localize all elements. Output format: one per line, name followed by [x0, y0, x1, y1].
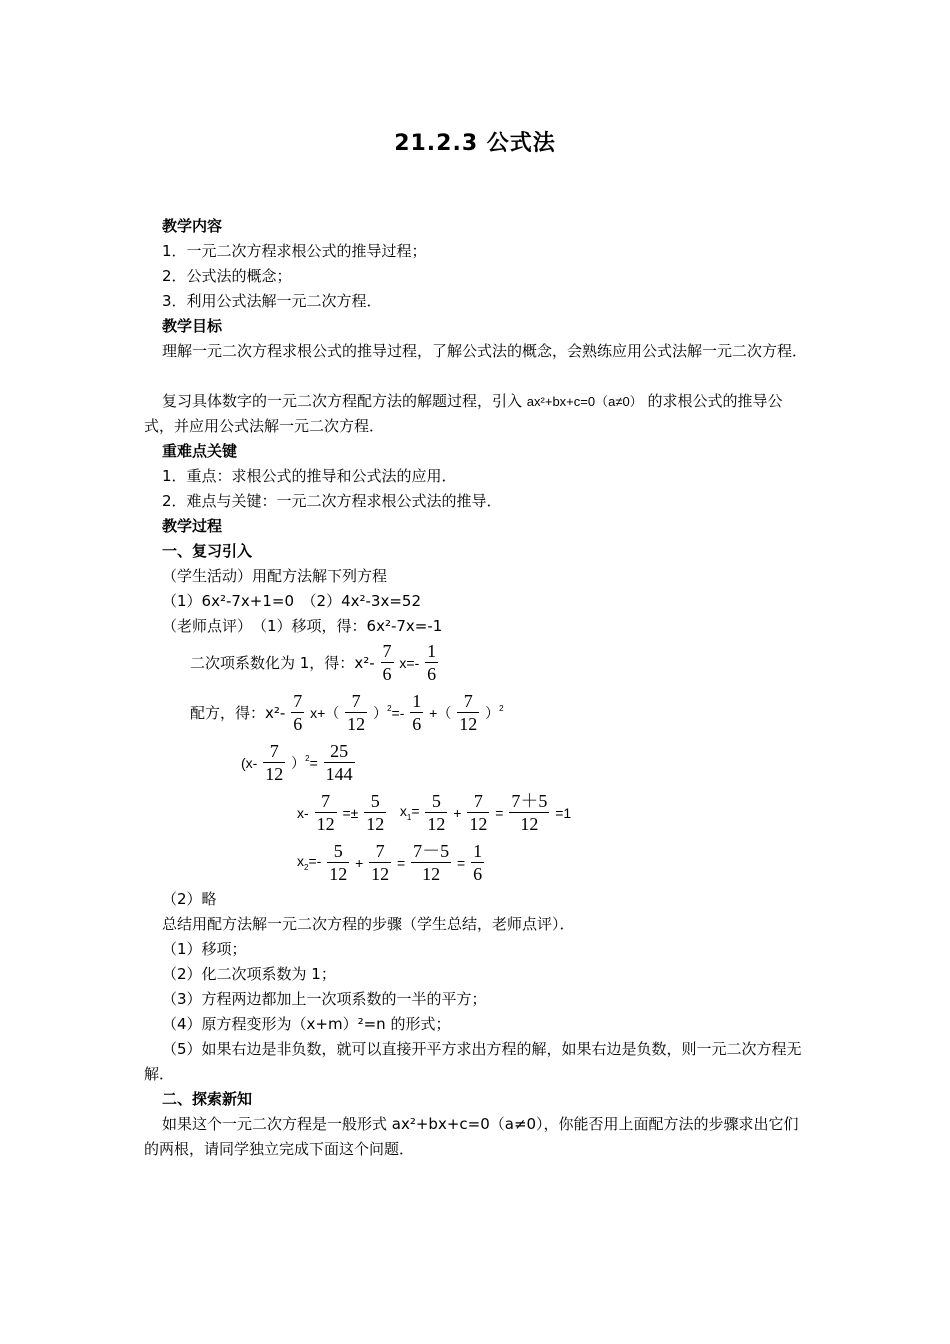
step-item-5: （5）如果右边是非负数，就可以直接开平方求出方程的解，如果右边是负数，则一元二次方程无解． [144, 1040, 802, 1083]
review-line: （老师点评） （1）移项，得：6x²-7x=-1 [162, 617, 443, 635]
section-heading: 一、复习引入 [162, 542, 253, 560]
goal-paragraph-1: 理解一元二次方程求根公式的推导过程，了解公式法的概念，会熟练应用公式法解一元二次方程． [162, 342, 808, 360]
content-item: 2．公式法的概念； [162, 267, 292, 285]
key-item: 2．难点与关键：一元二次方程求根公式法的推导． [162, 492, 502, 510]
goal-paragraph-2: 复习具体数字的一元二次方程配方法的解题过程，引入 ax²+bx+c=0（a≠0） 的求根公式的推导公式，并应用公式法解一元二次方程． [144, 392, 783, 435]
step-item: （3）方程两边都加上一次项系数的一半的平方； [162, 990, 487, 1008]
step-item: （4）原方程变形为（x+m）²=n 的形式； [162, 1015, 451, 1033]
activity-text: （学生活动）用配方法解下列方程 [162, 567, 388, 585]
key-heading: 重难点关键 [162, 442, 238, 460]
page-title: 21.2.3 公式法 [394, 131, 556, 156]
new-knowledge-paragraph: 如果这个一元二次方程是一般形式 ax²+bx+c=0（a≠0），你能否用上面配方法的步骤求出它们的两根，请同学独立完成下面这个问题． [144, 1115, 799, 1158]
equation-step-1: 二次项系数化为 1，得：x²- $\frac{7}{6}$ x=- $\frac{1}{6}$ [190, 641, 437, 684]
equation-step-3: (x- $\frac{7}{12}$ ）$^2$= $\frac{25}{144}$ [241, 741, 353, 784]
equation-step-2: 配方，得：x²- $\frac{7}{6}$ x+（ $\frac{7}{12}$ ）$^2$=- $\frac{1}{6}$ +（ $\frac{7}{12}$ ）$^2$ [190, 691, 504, 734]
step-item: （2）化二次项系数为 1； [162, 965, 336, 983]
process-heading: 教学过程 [162, 517, 223, 535]
content-item: 1．一元二次方程求根公式的推导过程； [162, 242, 427, 260]
key-item: 1．重点：求根公式的推导和公式法的应用． [162, 467, 457, 485]
problems-line: （1）6x²-7x+1=0 （2）4x²-3x=52 [162, 592, 421, 610]
step-item: （1）移项； [162, 940, 247, 958]
equation-step-4: x- $\frac{7}{12}$ =± $\frac{5}{12}$ $x_1=$ $\frac{5}{12}$ + $\frac{7}{12}$ = $\frac{7+5}{12}$ =1 [297, 791, 572, 834]
section-heading: 二、探索新知 [162, 1090, 253, 1108]
content-heading: 教学内容 [162, 217, 223, 235]
content-item: 3．利用公式法解一元二次方程． [162, 292, 382, 310]
equation-step-5: $x_2=-$ $\frac{5}{12}$ + $\frac{7}{12}$ = $\frac{7-5}{12}$ = $\frac{1}{6}$ [297, 841, 483, 884]
summary-line: 总结用配方法解一元二次方程的步骤（学生总结，老师点评）． [162, 915, 575, 933]
part2-line: （2）略 [162, 890, 217, 908]
goal-heading: 教学目标 [162, 317, 223, 335]
